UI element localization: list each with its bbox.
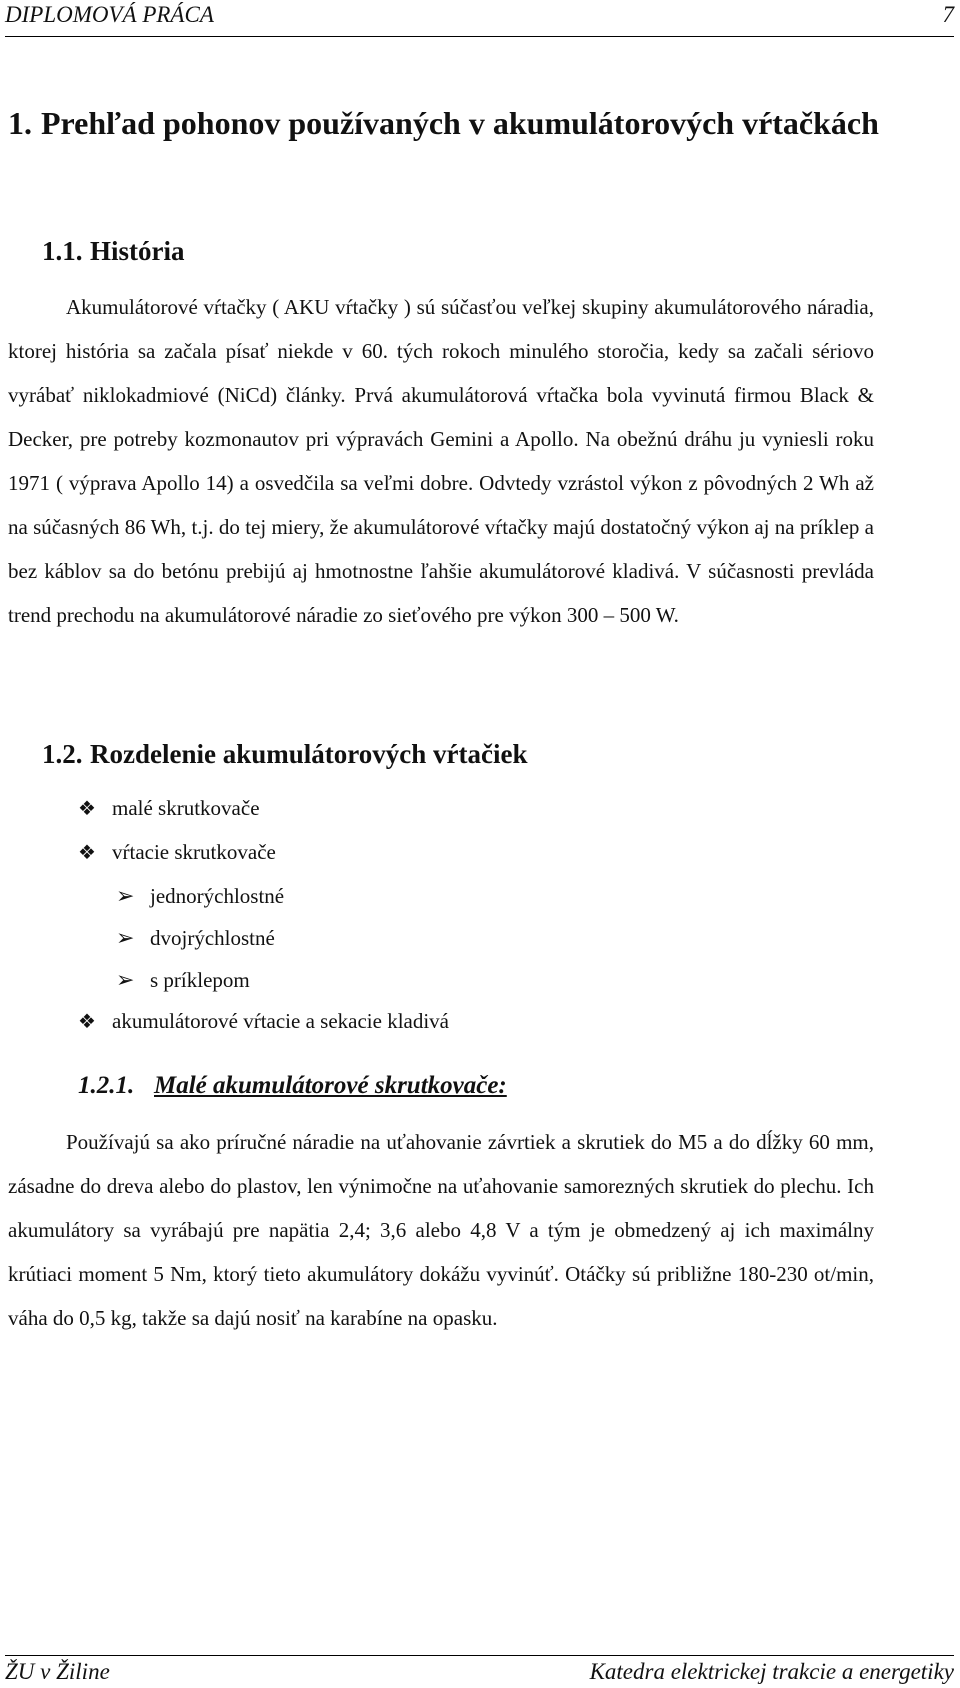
sub-list-item: ➢ dvojrýchlostné bbox=[116, 925, 275, 950]
section-title: Rozdelenie akumulátorových vŕtačiek bbox=[90, 739, 528, 769]
sub-list-item: ➢ s príklepom bbox=[116, 967, 250, 992]
university-name: ŽU v Žiline bbox=[5, 1659, 110, 1684]
section-title: História bbox=[90, 236, 185, 266]
screwdrivers-paragraph-text: Používajú sa ako príručné náradie na uťahovanie závrtiek a skrutiek do M5 a do dĺžky 60 mm, zásadne do dreva alebo do plastov, len výnimočne na uťahovanie samorezných skrutiek do plechu. Ich akumulátory sa vyrábajú pre napätia 2,4; 3,6 alebo 4,8 V a tým je obmedzený aj ich maximálny krútiaci moment 5 Nm, ktorý tieto akumulátory dokážu vyvinúť. Otáčky sú približne 180-230 ot/min, váha do 0,5 kg, takže sa dajú nosiť na karabíne na opasku. bbox=[8, 1130, 874, 1330]
arrowhead-bullet-icon: ➢ bbox=[116, 967, 135, 992]
history-paragraph-text: Akumulátorové vŕtačky ( AKU vŕtačky ) sú súčasťou veľkej skupiny akumulátorového náradia, ktorej história sa začala písať niekde v 60. tých rokoch minulého storočia, kedy sa začali sériovo vyrábať niklokadmiové (NiCd) články. Prvá akumulátorová vŕtačka bola vyvinutá firmou Black & Decker, pre potreby kozmonautov pri výpravách Gemini a Apollo. Na obežnú dráhu ju vyniesli roku 1971 ( výprava Apollo 14) a osvedčila sa veľmi dobre. Odvtedy vzrástol výkon z pôvodných 2 Wh až na súčasných 86 Wh, t.j. do tej miery, že akumulátorové vŕtačky majú dostatočný výkon aj na príklep a bez káblov sa do betónu prebijú aj hmotnostne ľahšie akumulátorové kladivá. V súčasnosti prevláda trend prechodu na akumulátorové náradie zo sieťového pre výkon 300 – 500 W. bbox=[8, 295, 874, 627]
history-paragraph bbox=[8, 285, 874, 637]
subsection-heading bbox=[78, 1072, 507, 1100]
diamond-star-bullet-icon: ❖ bbox=[78, 1011, 96, 1033]
section-number: 1.1. bbox=[42, 236, 83, 266]
page-number: 7 bbox=[942, 2, 954, 27]
section-number: 1.2. bbox=[42, 739, 83, 769]
chapter-heading bbox=[8, 95, 908, 151]
section-heading-classification bbox=[42, 739, 527, 770]
section-heading-history bbox=[42, 236, 185, 267]
list-item: ❖ vŕtacie skrutkovače bbox=[78, 840, 276, 864]
arrowhead-bullet-icon: ➢ bbox=[116, 883, 135, 908]
page-header bbox=[5, 0, 954, 37]
department-name: Katedra elektrickej trakcie a energetiky bbox=[589, 1659, 954, 1684]
sub-list-item: ➢ jednorýchlostné bbox=[116, 883, 285, 908]
document-title: DIPLOMOVÁ PRÁCA bbox=[5, 2, 214, 27]
list-item: ❖ malé skrutkovače bbox=[78, 796, 260, 820]
subsection-number: 1.2.1. bbox=[78, 1072, 135, 1099]
chapter-number: 1. bbox=[8, 105, 32, 141]
subsection-title: Malé akumulátorové skrutkovače: bbox=[154, 1072, 507, 1099]
diamond-star-bullet-icon: ❖ bbox=[78, 798, 96, 820]
screwdrivers-paragraph bbox=[8, 1120, 874, 1340]
chapter-title: Prehľad pohonov používaných v akumulátorových vŕtačkách bbox=[41, 105, 879, 141]
list-item: ❖ akumulátorové vŕtacie a sekacie kladivá bbox=[78, 1009, 450, 1033]
arrowhead-bullet-icon: ➢ bbox=[116, 925, 135, 950]
diamond-star-bullet-icon: ❖ bbox=[78, 842, 96, 864]
page-footer bbox=[5, 1655, 954, 1688]
